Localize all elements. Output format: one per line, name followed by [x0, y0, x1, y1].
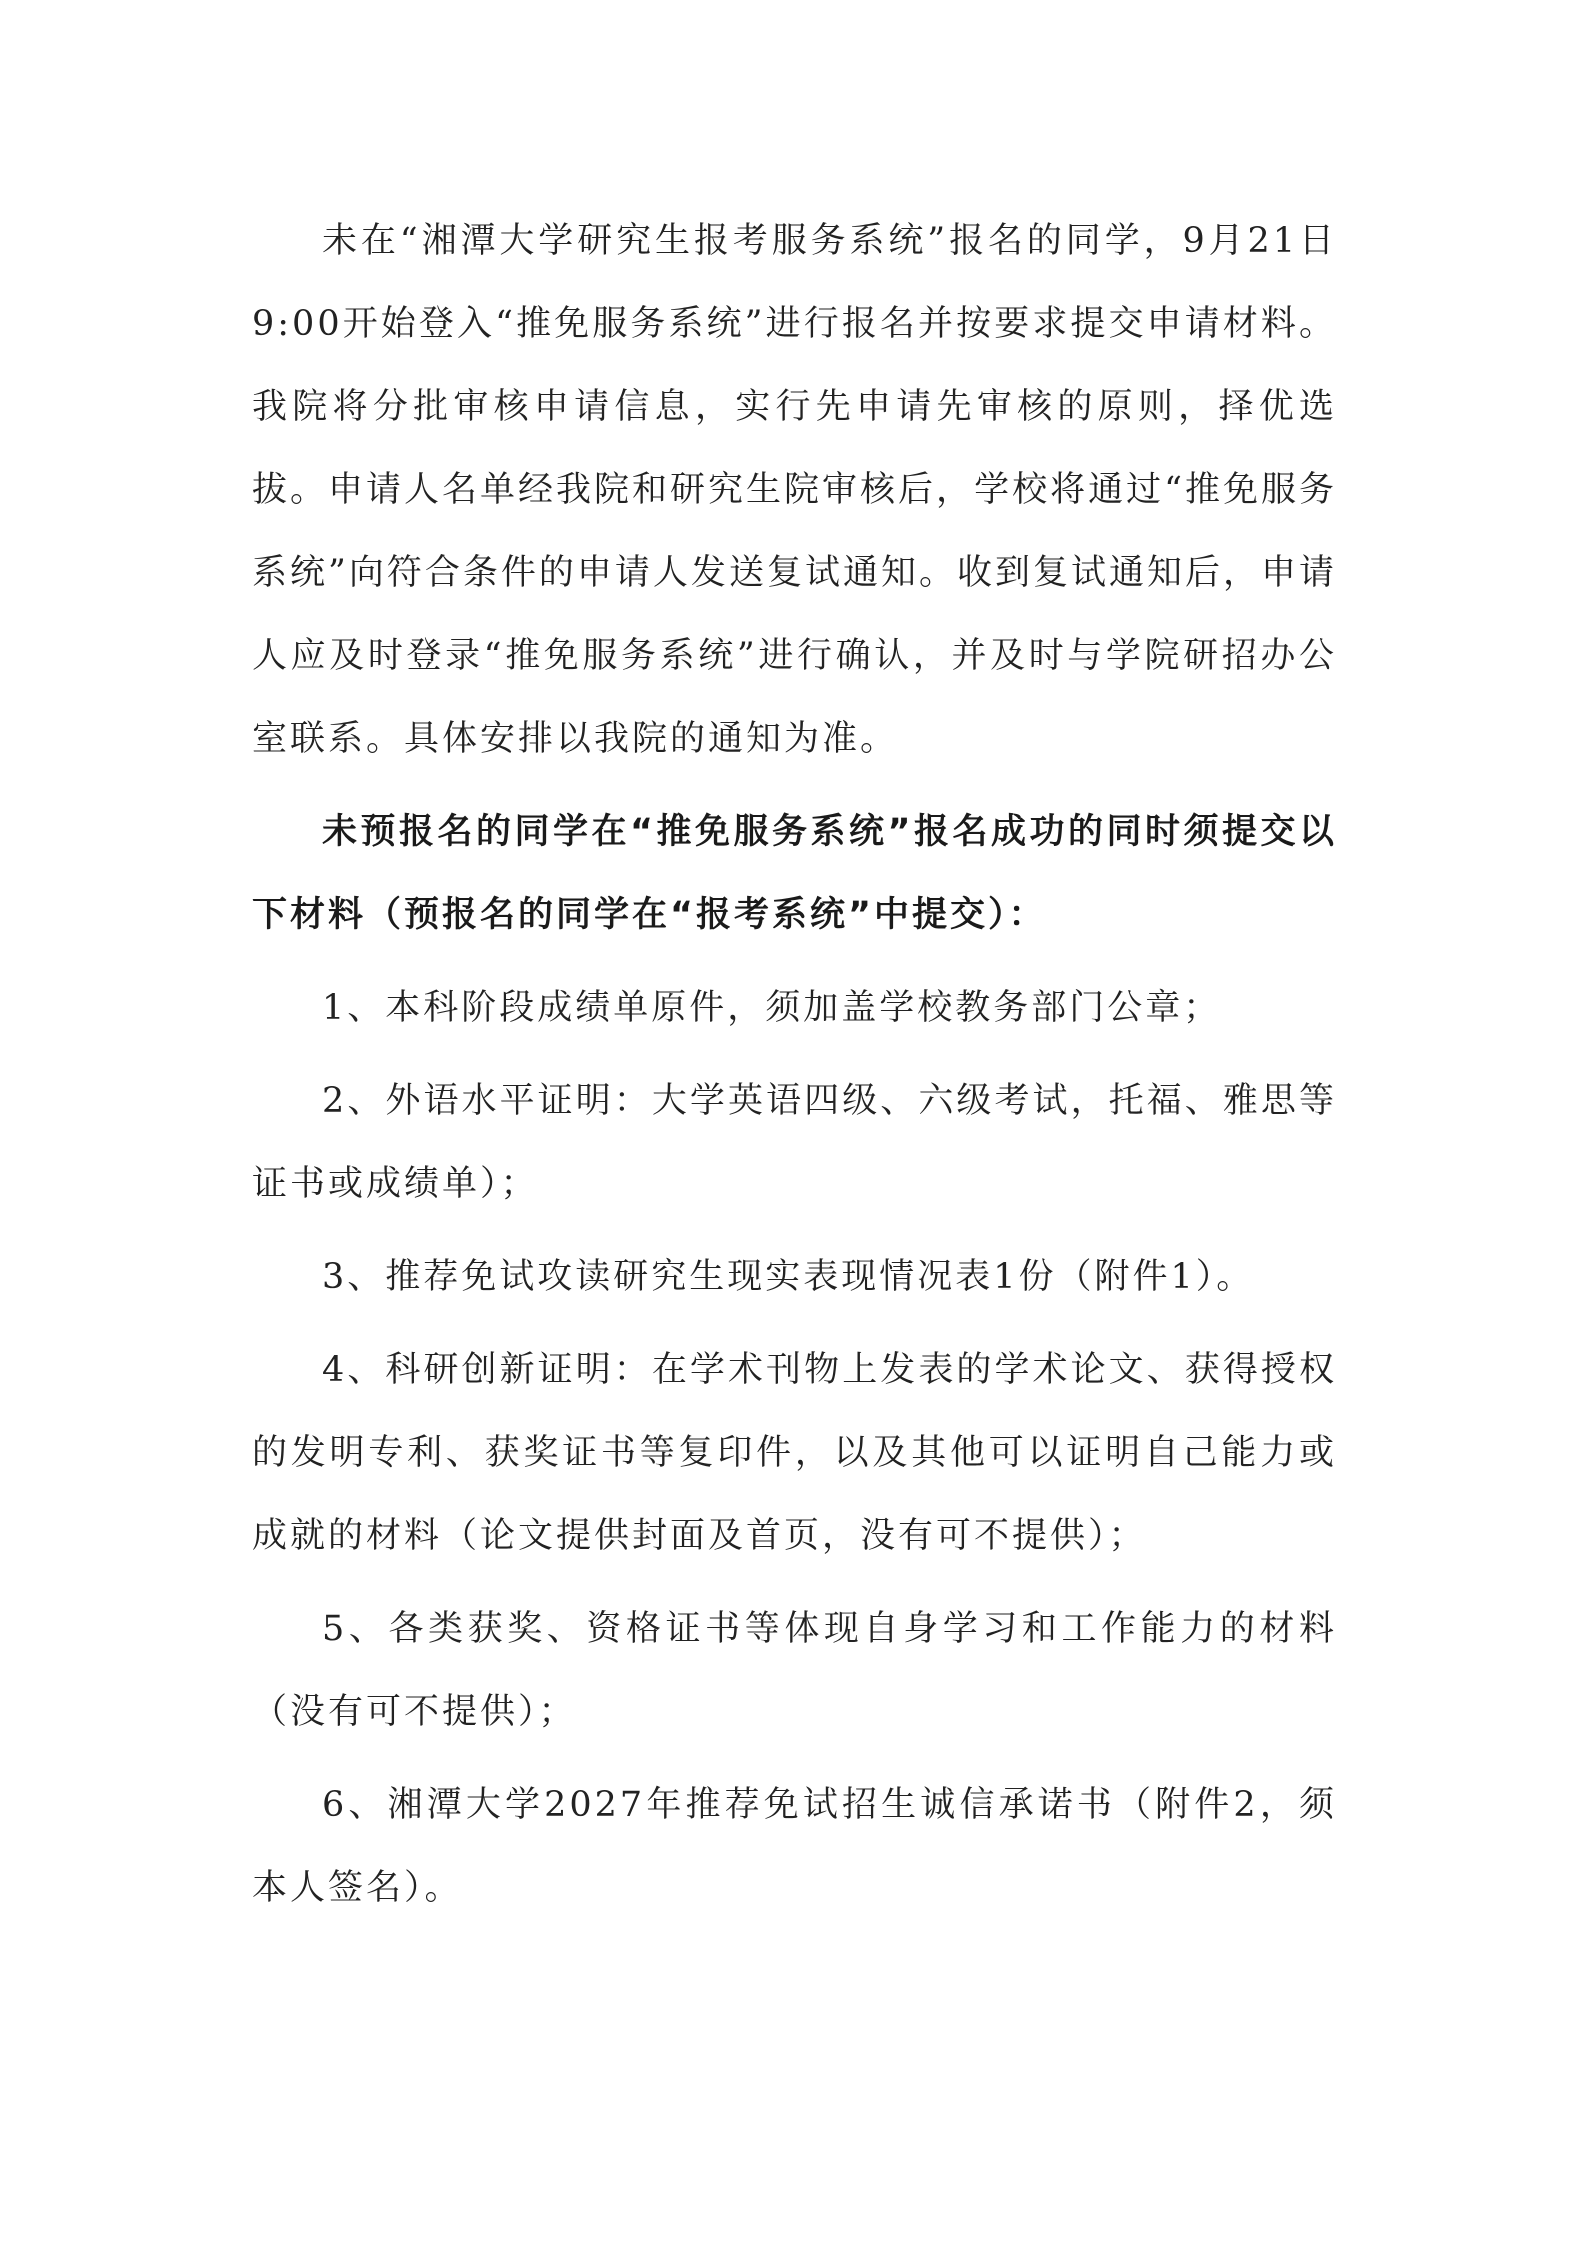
materials-heading: 未预报名的同学在“推免服务系统”报名成功的同时须提交以下材料（预报名的同学在“报考系统”中提交）：	[252, 812, 1337, 935]
materials-list	[252, 967, 1337, 1930]
list-item: 4、科研创新证明：在学术刊物上发表的学术论文、获得授权的发明专利、获奖证书等复印件，以及其他可以证明自己能力或成就的材料（论文提供封面及首页，没有可不提供）；	[252, 1350, 1337, 1556]
list-item: 5、各类获奖、资格证书等体现自身学习和工作能力的材料（没有可不提供）；	[252, 1609, 1337, 1732]
list-item: 6、湘潭大学2027年推荐免试招生诚信承诺书（附件2，须本人签名）。	[252, 1785, 1337, 1908]
list-item: 2、外语水平证明：大学英语四级、六级考试，托福、雅思等证书或成绩单）；	[252, 1081, 1337, 1204]
list-item: 1、本科阶段成绩单原件，须加盖学校教务部门公章；	[322, 988, 1222, 1028]
registration-paragraph: 未在“湘潭大学研究生报考服务系统”报名的同学，9月21日9:00开始登入“推免服务系统”进行报名并按要求提交申请材料。我院将分批审核申请信息，实行先申请先审核的原则，择优选拔。申请人名单经我院和研究生院审核后，学校将通过“推免服务系统”向符合条件的申请人发送复试通知。收到复试通知后，申请人应及时登录“推免服务系统”进行确认，并及时与学院研招办公室联系。具体安排以我院的通知为准。	[252, 221, 1337, 759]
list-item: 3、推荐免试攻读研究生现实表现情况表1份（附件1）。	[322, 1257, 1255, 1297]
document-body	[252, 200, 1337, 1940]
